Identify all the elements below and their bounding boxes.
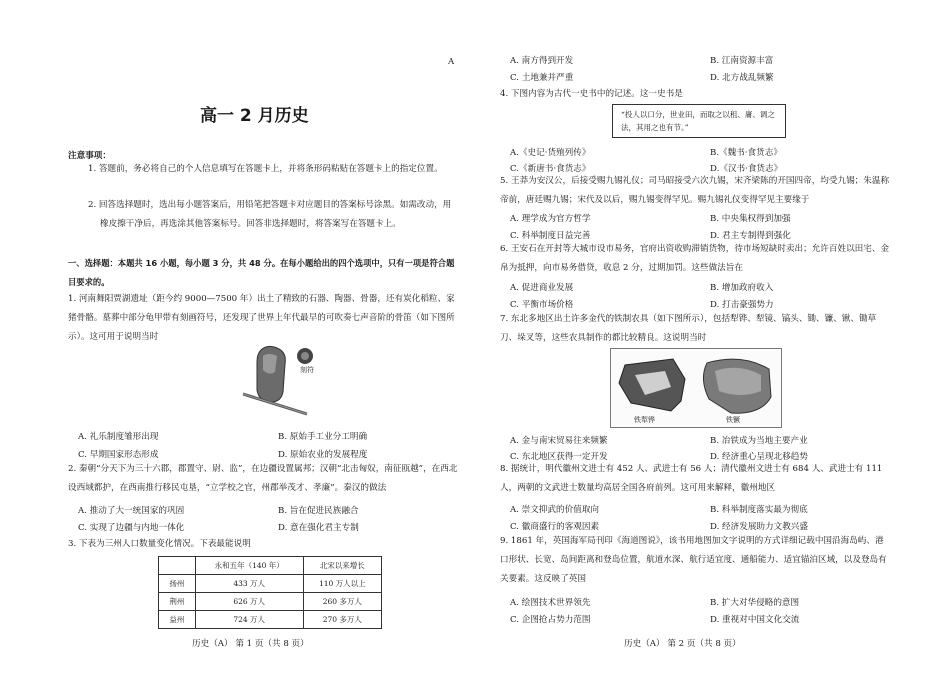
notice-item-2: 2. 回答选择题时，选出每小题答案后，用铅笔把答题卡对应题目的答案标号涂黑。如需改动，用橡皮擦干净后，再选涂其他答案标号。回答非选择题时，将答案写在答题卡上。	[88, 200, 452, 229]
question-2-option-d[interactable]: D. 意在强化君主专制	[278, 523, 359, 533]
question-5-option-d[interactable]: D. 君主专制得到强化	[710, 231, 791, 241]
footer-page-2: 历史（A） 第 2 页（共 8 页）	[624, 639, 741, 649]
question-2-option-c[interactable]: C. 实现了边疆与内地一体化	[78, 523, 185, 533]
question-9-option-b[interactable]: B. 扩大对华侵略的意图	[710, 598, 800, 608]
question-9-stem: 9. 1861 年，英国海军局刊印《海道图说》，该书用地图加文字说明的方式详细记载中国沿海岛屿、港口形状、长宽、岛间距离和登岛位置，航道水深、航行适宜度、通船能力、适宜锚泊区域，以及登岛有关要素。这反映了英国	[500, 536, 887, 584]
page-title: 高一 2 月历史	[200, 106, 309, 126]
question-7-option-a[interactable]: A. 金与南宋贸易往来频繁	[510, 436, 608, 446]
question-4-option-d[interactable]: D.《汉书·食货志》	[710, 164, 783, 174]
table-header-row	[159, 557, 382, 575]
table-cell: 扬州	[159, 575, 196, 593]
question-3-stem: 3. 下表为三州人口数量变化情况。下表最能说明	[68, 539, 251, 549]
table-header-cell	[159, 557, 196, 575]
table-header-cell: 北宋以来增长	[303, 557, 381, 575]
figure-label-engraved-symbol: 刻符	[300, 366, 314, 374]
question-6-stem: 6. 王安石在开封等大城市设市易务，官府出资收购滞销货物，待市场短缺时卖出；允许百姓以田宅、金帛为抵押，向市易务借贷，收息 2 分，过期加罚。这些做法旨在	[500, 244, 890, 273]
question-4-stem: 4. 下图内容为古代一史书中的记述。这一史书是	[500, 89, 683, 99]
notice-heading: 注意事项：	[68, 151, 111, 161]
table-cell: 110 万人以上	[303, 575, 381, 593]
question-7-option-d[interactable]: D. 经济重心呈现北移趋势	[710, 452, 808, 462]
question-4-option-a[interactable]: A.《史记·货殖列传》	[510, 148, 591, 158]
question-7-option-c[interactable]: C. 东北地区获得一定开发	[510, 452, 608, 462]
table-cell: 荆州	[159, 593, 196, 611]
right-page	[494, 0, 892, 688]
table-row	[159, 593, 382, 611]
figure-label-iron-hoe: 铁镢	[726, 416, 740, 424]
question-5-stem: 5. 王莽为安汉公，后接受赐九锡礼仪；司马昭接受六次九锡，宋齐梁陈的开国四帝，均受九锡；朱温称帝前，唐廷赐九锡；宋代及以后，赐九锡变得罕见。赐九锡礼仪变得罕见主要缘于	[500, 176, 890, 205]
left-page	[62, 0, 460, 688]
table-header-cell: 永和五年（140 年）	[195, 557, 303, 575]
question-6-option-b[interactable]: B. 增加政府收入	[710, 283, 774, 293]
population-table	[158, 556, 382, 629]
question-6-option-a[interactable]: A. 促进商业发展	[510, 283, 574, 293]
question-3-option-b[interactable]: B. 江南资源丰富	[710, 56, 774, 66]
history-book-quote: “投人以口分，世业田，而取之以租、庸、调之法，其用之也有节。”	[612, 104, 786, 138]
question-6-option-d[interactable]: D. 打击豪强势力	[710, 300, 774, 310]
table-cell: 260 多万人	[303, 593, 381, 611]
table-cell: 626 万人	[195, 593, 303, 611]
question-7-option-b[interactable]: B. 冶铁成为当地主要产业	[710, 436, 808, 446]
section1-heading: 一、选择题：本题共 16 小题，每小题 3 分，共 48 分。在每小题给出的四个选项中，只有一项是符合题目要求的。	[68, 258, 455, 287]
question-4-option-b[interactable]: B.《魏书·食货志》	[710, 148, 782, 158]
question-2-stem: 2. 秦朝“分天下为三十六郡，郡置守、尉、监”，在边疆设置属邦；汉朝“北击匈奴，南征瓯越”，在西北设西域都护，在西南推行移民屯垦，“立学校之官，州郡举茂才、孝廉”。秦汉的做法	[68, 464, 458, 493]
question-3-option-a[interactable]: A. 南方得到开发	[510, 56, 574, 66]
question-2-option-a[interactable]: A. 推动了大一统国家的巩固	[78, 506, 185, 516]
question-8-option-a[interactable]: A. 崇文抑武的价值取向	[510, 505, 600, 515]
question-2-option-b[interactable]: B. 旨在促进民族融合	[278, 506, 359, 516]
paper-version-mark: A	[448, 57, 455, 67]
question-3-option-c[interactable]: C. 土地兼并严重	[510, 73, 574, 83]
bone-flute-figure	[237, 342, 327, 420]
question-5-option-c[interactable]: C. 科举制度日益完善	[510, 231, 591, 241]
question-1-option-c[interactable]: C. 早期国家形态形成	[78, 450, 159, 460]
question-1-stem: 1. 河南舞阳贾湖遗址（距今约 9000—7500 年）出土了精致的石器、陶器、骨器，还有炭化稻粒、家猪骨骼。墓葬中部分龟甲带有刻画符号，还发现了世界上年代最早的可吹奏七声音阶的骨笛（如下图所示）。这可用于说明当时	[68, 294, 455, 342]
question-9-option-c[interactable]: C. 企图抢占势力范围	[510, 615, 591, 625]
table-cell: 益州	[159, 611, 196, 629]
question-5-option-a[interactable]: A. 理学成为官方哲学	[510, 214, 591, 224]
footer-page-1: 历史（A） 第 1 页（共 8 页）	[192, 639, 309, 649]
question-8-option-c[interactable]: C. 徽商盛行的客观因素	[510, 522, 600, 532]
table-row	[159, 575, 382, 593]
table-cell: 433 万人	[195, 575, 303, 593]
question-6-option-c[interactable]: C. 平衡市场价格	[510, 300, 574, 310]
question-7-stem: 7. 东北多地区出土许多金代的铁制农具（如下图所示），包括犁铧、犁镜、镐头、锄、镰、锹、锄草刀、垛叉等，这些农具制作的都比较精良。这说明当时	[500, 314, 877, 343]
question-8-option-d[interactable]: D. 经济发展助力文教兴盛	[710, 522, 808, 532]
question-1-option-a[interactable]: A. 礼乐制度雏形出现	[78, 432, 159, 442]
question-8-option-b[interactable]: B. 科举制度落实最为彻底	[710, 505, 808, 515]
question-1-option-d[interactable]: D. 原始农业的发展程度	[278, 450, 368, 460]
question-9-option-d[interactable]: D. 重视对中国文化交流	[710, 615, 800, 625]
table-cell: 724 万人	[195, 611, 303, 629]
figure-label-iron-plowshare: 铁犁铧	[634, 416, 655, 424]
notice-item-1: 1. 答题前，务必将自己的个人信息填写在答题卡上，并将条形码粘贴在答题卡上的指定位置。	[88, 164, 443, 174]
question-4-option-c[interactable]: C.《新唐书·食货志》	[510, 164, 591, 174]
question-9-option-a[interactable]: A. 绘图技术世界领先	[510, 598, 591, 608]
question-3-option-d[interactable]: D. 北方战乱频繁	[710, 73, 774, 83]
table-cell: 270 多万人	[303, 611, 381, 629]
question-8-stem: 8. 据统计，明代徽州文进士有 452 人、武进士有 56 人；清代徽州文进士有 684 人、武进士有 111 人，两朝的文武进士数量均高居全国各府前列。这可用来解释，徽州地区	[500, 464, 883, 493]
table-row	[159, 611, 382, 629]
question-1-option-b[interactable]: B. 原始手工业分工明确	[278, 432, 368, 442]
question-5-option-b[interactable]: B. 中央集权得到加强	[710, 214, 791, 224]
